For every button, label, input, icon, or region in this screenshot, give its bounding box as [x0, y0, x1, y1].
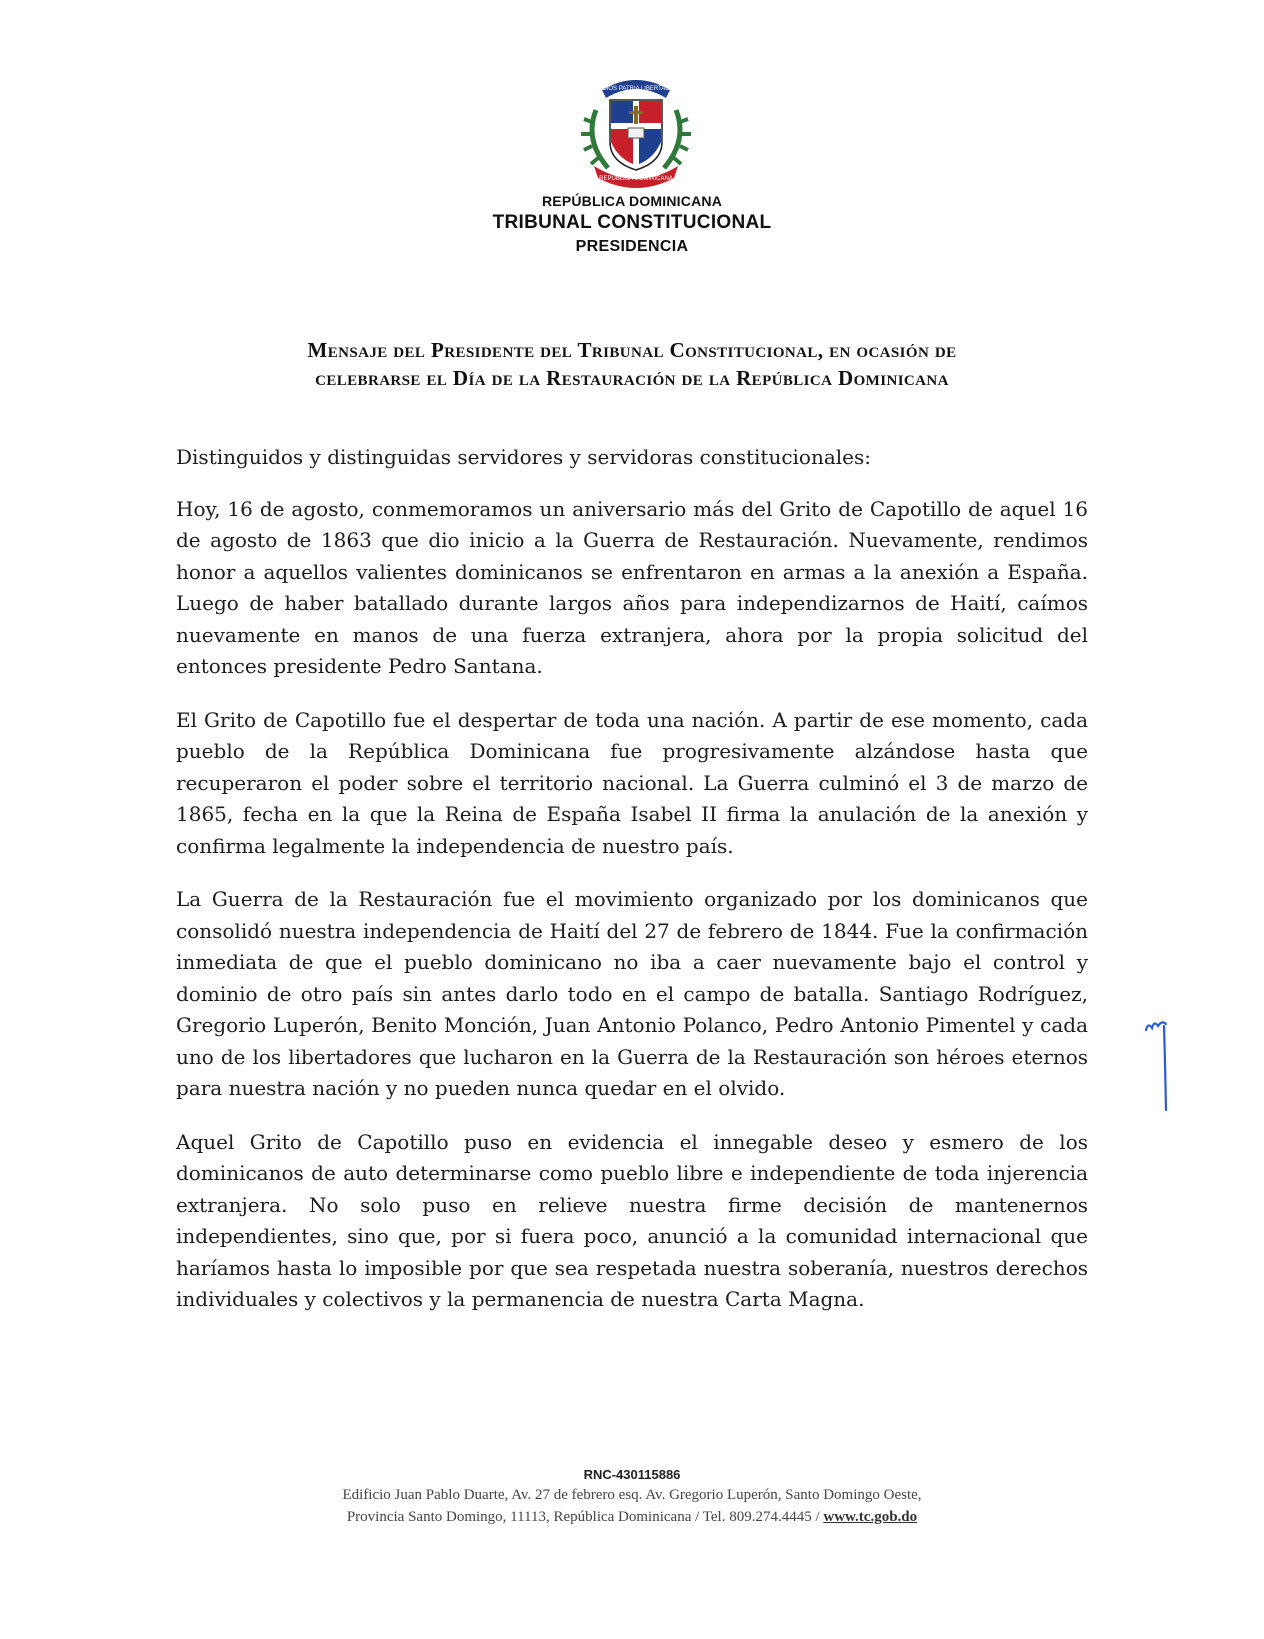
- document-title-line-1: Mensaje del Presidente del Tribunal Constitucional, en ocasión de: [307, 338, 957, 362]
- coat-of-arms-seal: [574, 70, 698, 188]
- message-body: [176, 442, 1088, 1338]
- document-title-line-2: celebrarse el Día de la Restauración de la República Dominicana: [315, 366, 949, 390]
- website-link[interactable]: www.tc.gob.do: [823, 1509, 918, 1525]
- paragraph: Aquel Grito de Capotillo puso en evidencia el innegable deseo y esmero de los dominicanos de auto determinarse como pueblo libre e independiente de toda injerencia extranjera. No solo puso en relieve nuestra firme decisión de mantenernos independientes, sino que, por si fuera poco, anunció a la comunidad internacional que haríamos hasta lo imposible por que sea respetada nuestra soberanía, nuestros derechos individuales y colectivos y la permanencia de nuestra Carta Magna.: [176, 1129, 1088, 1311]
- svg-text:DIOS PATRIA LIBERTAD: DIOS PATRIA LIBERTAD: [602, 86, 670, 92]
- svg-text:REPÚBLICA DOMINICANA: REPÚBLICA DOMINICANA: [599, 176, 673, 182]
- paragraph: Hoy, 16 de agosto, conmemoramos un aniversario más del Grito de Capotillo de aquel 16 de agosto de 1863 que dio inicio a la Guerra de Restauración. Nuevamente, rendimos honor a aquellos valientes dominicanos se enfrentaron en armas a la anexión a España. Luego de haber batallado durante largos años para independizarnos de Haití, caímos nuevamente en manos de una fuerza extranjera, ahora por la propia solicitud del entonces presidente Pedro Santana.: [176, 496, 1088, 678]
- footer-address-line-1: Edificio Juan Pablo Duarte, Av. 27 de febrero esq. Av. Gregorio Luperón, Santo Domingo Oeste,: [342, 1487, 922, 1503]
- handwritten-initial-mark: [1140, 1018, 1180, 1114]
- header-institution: TRIBUNAL CONSTITUCIONAL: [492, 212, 772, 233]
- header-office: PRESIDENCIA: [575, 238, 689, 255]
- paragraph: La Guerra de la Restauración fue el movimiento organizado por los dominicanos que consolidó nuestra independencia de Haití del 27 de febrero de 1844. Fue la confirmación inmediata de que el pueblo dominicano no iba a caer nuevamente bajo el control y dominio de otro país sin antes darlo todo en el campo de batalla. Santiago Rodríguez, Gregorio Luperón, Benito Monción, Juan Antonio Polanco, Pedro Antonio Pimentel y cada uno de los libertadores que lucharon en la Guerra de la Restauración son héroes eternos para nuestra nación y no pueden nunca quedar en el olvido.: [176, 887, 1088, 1100]
- greeting: Distinguidos y distinguidas servidores y servidoras constitucionales:: [176, 445, 872, 469]
- footer-address-line-2: [0, 1509, 1264, 1526]
- footer-address-text: Provincia Santo Domingo, 11113, República Dominicana / Tel. 809.274.4445 /: [346, 1509, 820, 1525]
- footer-rnc: RNC-430115886: [583, 1467, 681, 1482]
- paragraph: El Grito de Capotillo fue el despertar de toda una nación. A partir de ese momento, cada pueblo de la República Dominicana fue progresivamente alzándose hasta que recuperaron el poder sobre el territorio nacional. La Guerra culminó el 3 de marzo de 1865, fecha en la que la Reina de España Isabel II firma la anulación de la anexión y confirma legalmente la independencia de nuestro país.: [176, 707, 1088, 858]
- header-country: REPÚBLICA DOMINICANA: [541, 193, 723, 209]
